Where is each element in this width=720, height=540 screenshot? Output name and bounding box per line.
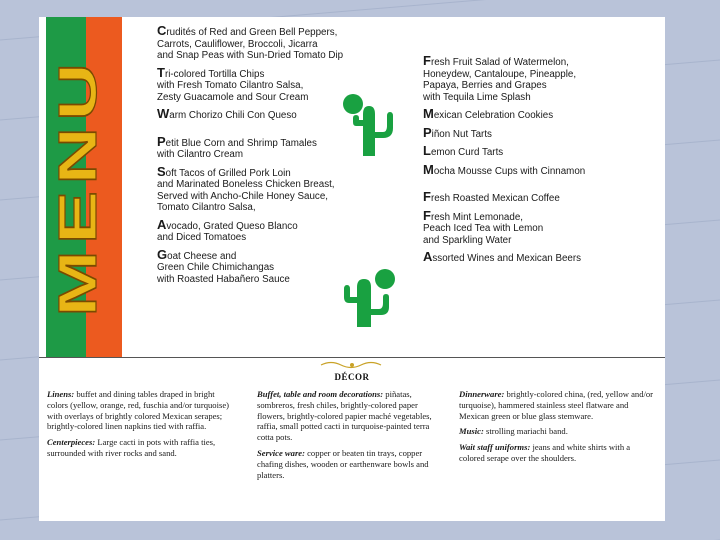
menu-item: Crudités of Red and Green Bell Peppers, Carrots, Cauliflower, Broccoli, Jicarra and Snap Peas with Sun-Dried Tomato Dip: [157, 23, 344, 61]
decor-paragraph: Buffet, table and room decorations: piñatas, sombreros, fresh chiles, brightly-colored paper flowers, brightly-colored papier maché vegetables, raffia, small potted cacti in turquoise-painted terra cotta pots.: [257, 389, 432, 443]
ornament-icon: [319, 360, 385, 370]
decor-paragraph: Service ware: copper or beaten tin trays, copper chafing dishes, wooden or earthenware bowls and platters.: [257, 447, 429, 480]
decor-title: DÉCOR: [334, 372, 370, 382]
decor-paragraph: Linens: buffet and dining tables draped in bright colors (yellow, orange, red, fuschia and/or turquoise) with overlays of brightly colored Mexican serapes; brightly-colored linen napkins tied with raffia.: [47, 389, 229, 432]
menu-item: Avocado, Grated Queso Blanco and Diced Tomatoes: [157, 216, 298, 243]
menu-item: Soft Tacos of Grilled Pork Loin and Marinated Boneless Chicken Breast, Served with Ancho-Chile Honey Sauce, Tomato Cilantro Salsa,: [157, 163, 335, 213]
decor-column-2: [257, 389, 447, 485]
cactus-icon: [341, 92, 397, 158]
menu-item: Fresh Fruit Salad of Watermelon, Honeydew, Cantaloupe, Pineapple, Papaya, Berries and Grapes with Tequila Lime Splash: [423, 53, 577, 103]
menu-item: Mexican Celebration Cookies: [423, 106, 554, 121]
menu-banner: [46, 17, 122, 357]
decor-paragraph: Centerpieces: Large cacti in pots with raffia ties, surrounded with river rocks and sand.: [47, 437, 216, 458]
menu-card: [39, 17, 665, 521]
decor-paragraph: Dinnerware: brightly-colored china, (red, yellow and/or turquoise), hammered stainless steel flatware and Mexican green or blue glass stemware.: [459, 389, 654, 421]
menu-item: Lemon Curd Tarts: [423, 143, 504, 158]
decor-paragraph: Wait staff uniforms: jeans and white shirts with a colored serape over the shoulders.: [459, 442, 631, 463]
menu-item: Assorted Wines and Mexican Beers: [423, 249, 582, 264]
decor-column-3: [459, 389, 655, 469]
menu-item: Warm Chorizo Chili Con Queso: [157, 106, 297, 121]
menu-banner-word: MENU: [48, 142, 108, 317]
menu-item: Piñon Nut Tarts: [423, 124, 492, 140]
decor-column-1: [47, 389, 237, 464]
menu-item: Fresh Mint Lemonade, Peach Iced Tea with Lemon and Sparkling Water: [423, 207, 544, 246]
menu-item: Tri-colored Tortilla Chips with Fresh Tomato Cilantro Salsa, Zesty Guacamole and Sour Cream: [157, 64, 309, 103]
menu-right-column: [423, 55, 663, 270]
menu-item: Petit Blue Corn and Shrimp Tamales with Cilantro Cream: [157, 133, 317, 160]
section-divider: [39, 357, 665, 358]
cactus-icon: [339, 267, 399, 329]
decor-paragraph: Music: strolling mariachi band.: [459, 426, 568, 437]
menu-item: Mocha Mousse Cups with Cinnamon: [423, 161, 586, 177]
menu-item: Goat Cheese and Green Chile Chimichangas with Roasted Habañero Sauce: [157, 246, 290, 285]
menu-item: Fresh Roasted Mexican Coffee: [423, 189, 560, 204]
